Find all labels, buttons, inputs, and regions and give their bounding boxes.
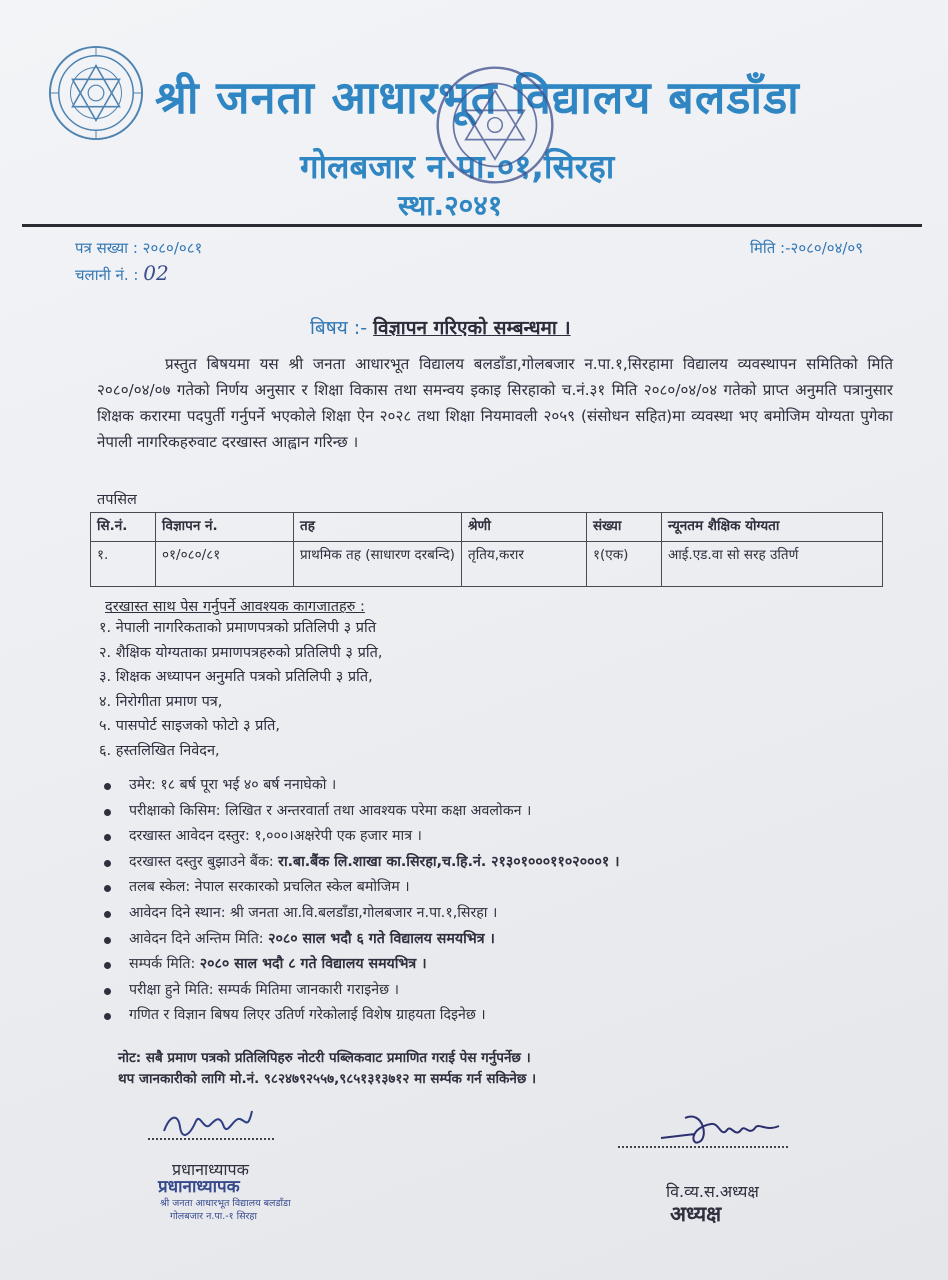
list-item [104, 978, 620, 1004]
col-level: तह [294, 513, 462, 542]
bullet-label: परीक्षा हुने मिति: [129, 981, 214, 998]
school-address: गोलबजार न.पा.०१,सिरहा [300, 147, 615, 186]
cell-grade: तृतिय,करार [462, 542, 587, 587]
bullet-value: रा.बा.बैंक लि.शाखा का.सिरहा,च.हि.नं. २१३०१०००११०२०००१ । [278, 853, 620, 870]
subject-text: विज्ञापन गरिएको सम्बन्धमा । [373, 317, 571, 339]
cell-count: १(एक) [587, 542, 662, 587]
col-qualification: न्यूनतम शैक्षिक योग्यता [662, 513, 883, 542]
cell-qualification: आई.एड.वा सो सरह उतिर्ण [662, 542, 883, 587]
col-grade: श्रेणी [462, 513, 587, 542]
list-item [104, 850, 620, 876]
school-name: श्री जनता आधारभूत विद्यालय बलडाँडा [155, 71, 800, 124]
headmaster-stamp-line2: गोलबजार न.पा.-१ सिरहा [170, 1211, 257, 1222]
chairperson-stamp: अध्यक्ष [670, 1202, 722, 1226]
bullet-label: सम्पर्क मिति: [129, 956, 196, 973]
bullet-value: १८ बर्ष पूरा भई ४० बर्ष ननाघेको । [160, 777, 337, 793]
note-line: नोट: सबै प्रमाण पत्रको प्रतिलिपिहरु नोटरी पब्लिकवाट प्रमाणित गराई पेस गर्नुपर्नेछ । [118, 1050, 531, 1066]
established-year: स्था.२०४१ [398, 189, 503, 222]
list-item: ४. निरोगीता प्रमाण पत्र, [99, 693, 223, 710]
list-item: २. शैक्षिक योग्यताका प्रमाणपत्रहरुको प्रतिलिपी ३ प्रति, [99, 644, 383, 661]
letter-number: पत्र सख्या : २०८०/०८१ [75, 239, 203, 257]
cell-serial: १. [91, 542, 156, 587]
dispatch-label: चलानी नं. : [75, 266, 139, 284]
bullet-label: तलब स्केल: [129, 879, 191, 896]
bullet-value: १,०००।अक्षरेपी एक हजार मात्र । [254, 828, 422, 845]
notes [118, 1048, 536, 1090]
bullet-label: परीक्षाको किसिम: [129, 802, 221, 819]
documents-list [99, 616, 382, 764]
list-item: ६. हस्तलिखित निवेदन, [99, 742, 220, 759]
vacancy-table [90, 512, 883, 587]
bullet-label: दरखास्त दस्तुर बुझाउने बैंक: [129, 853, 274, 870]
dispatch-number-row [75, 261, 169, 285]
subject-line [310, 314, 571, 340]
body-paragraph: प्रस्तुत बिषयमा यस श्री जनता आधारभूत विद्यालय बलडाँडा,गोलबजार न.पा.१,सिरहामा विद्यालय व्यवस्थापन समितिको मिति २०८०/०४/०७ गतेको निर्णय अनुसार र शिक्षा विकास तथा समन्वय इकाइ सिरहाको च.नं.३१ मिति २०८०/०४/०४ गतेको प्राप्त अनुमति पत्रानुसार शिक्षक करारमा पदपुर्ती गर्नुपर्ने भएकोले शिक्षा ऐन २०२८ तथा शिक्षा नियमावली २०५९ (संसोधन सहित)मा व्यवस्था भए बमोजिम योग्यता पुगेका नेपाली नागरिकहरुवाट दरखास्त आह्वान गरिन्छ । [97, 355, 893, 451]
bullet-label: उमेर: [129, 777, 156, 793]
bullet-label: दरखास्त आवेदन दस्तुर: [129, 828, 250, 845]
col-count: संख्या [587, 513, 662, 542]
letter-date: मिति :-२०८०/०४/०९ [750, 239, 864, 257]
bullet-value: लिखित र अन्तरवार्ता तथा आवश्यक परेमा कक्षा अवलोकन । [225, 802, 532, 819]
note-line: थप जानकारीको लागि मो.नं. ९८२४७९२५५७,९८५१३१३७१२ मा सर्म्पक गर्न सकिनेछ । [118, 1071, 537, 1087]
header-divider [22, 224, 922, 227]
headmaster-signature-icon [160, 1105, 255, 1141]
list-item [104, 952, 620, 978]
dispatch-number: 02 [143, 261, 169, 285]
table-row [91, 542, 883, 587]
bullet-value: गणित र विज्ञान बिषय लिएर उतिर्ण गरेकोलाई विशेष ग्राहयता दिइनेछ । [129, 1007, 486, 1024]
round-stamp-icon [434, 64, 556, 186]
bullet-value: सम्पर्क मितिमा जानकारी गराइनेछ । [218, 981, 399, 998]
left-signature-line [148, 1138, 274, 1140]
list-item [104, 875, 620, 901]
bullet-label: आवेदन दिने अन्तिम मिति: [129, 930, 264, 947]
headmaster-stamp-title: प्रधानाध्यापक [158, 1177, 240, 1197]
list-item: ५. पासपोर्ट साइजको फोटो ३ प्रति, [99, 718, 281, 735]
headmaster-label: प्रधानाध्यापक [172, 1160, 249, 1179]
list-item [104, 773, 620, 799]
cell-level: प्राथमिक तह (साधारण दरबन्दि) [294, 542, 462, 587]
bullet-value: २०८० साल भदौ ६ गते विद्यालय समयभित्र । [268, 930, 495, 947]
table-header-row [91, 513, 883, 542]
conditions-list [104, 773, 620, 1029]
school-seal-icon [47, 44, 145, 142]
right-signature-line [618, 1146, 788, 1148]
list-item [104, 799, 620, 825]
bullet-label: आवेदन दिने स्थान: [129, 904, 226, 921]
list-item: ३. शिक्षक अध्यापन अनुमति पत्रको प्रतिलिपी ३ प्रति, [99, 669, 373, 686]
documents-heading: दरखास्त साथ पेस गर्नुपर्ने आवश्यक कागजातहरु : [105, 599, 365, 615]
list-item [104, 927, 620, 953]
list-item: १. नेपाली नागरिकताको प्रमाणपत्रको प्रतिलिपी ३ प्रति [99, 620, 377, 636]
subject-label: बिषय :- [310, 317, 368, 339]
chairperson-label: वि.व्य.स.अध्यक्ष [666, 1182, 759, 1201]
list-item [104, 901, 620, 927]
headmaster-stamp-line1: श्री जनता आधारभूत विद्यालय बलडाँडा [160, 1198, 291, 1209]
cell-ad-number: ०१/०८०/८१ [156, 542, 294, 587]
details-label: तपसिल [97, 492, 137, 508]
bullet-value: श्री जनता आ.वि.बलडाँडा,गोलबजार न.पा.१,सिरहा । [230, 904, 498, 921]
list-item [104, 824, 620, 850]
list-item [104, 1003, 620, 1029]
col-serial: सि.नं. [91, 513, 156, 542]
bullet-value: नेपाल सरकारको प्रचलित स्केल बमोजिम । [194, 879, 410, 896]
bullet-value: २०८० साल भदौ ८ गते विद्यालय समयभित्र । [199, 956, 427, 973]
col-ad-number: विज्ञापन नं. [156, 513, 294, 542]
